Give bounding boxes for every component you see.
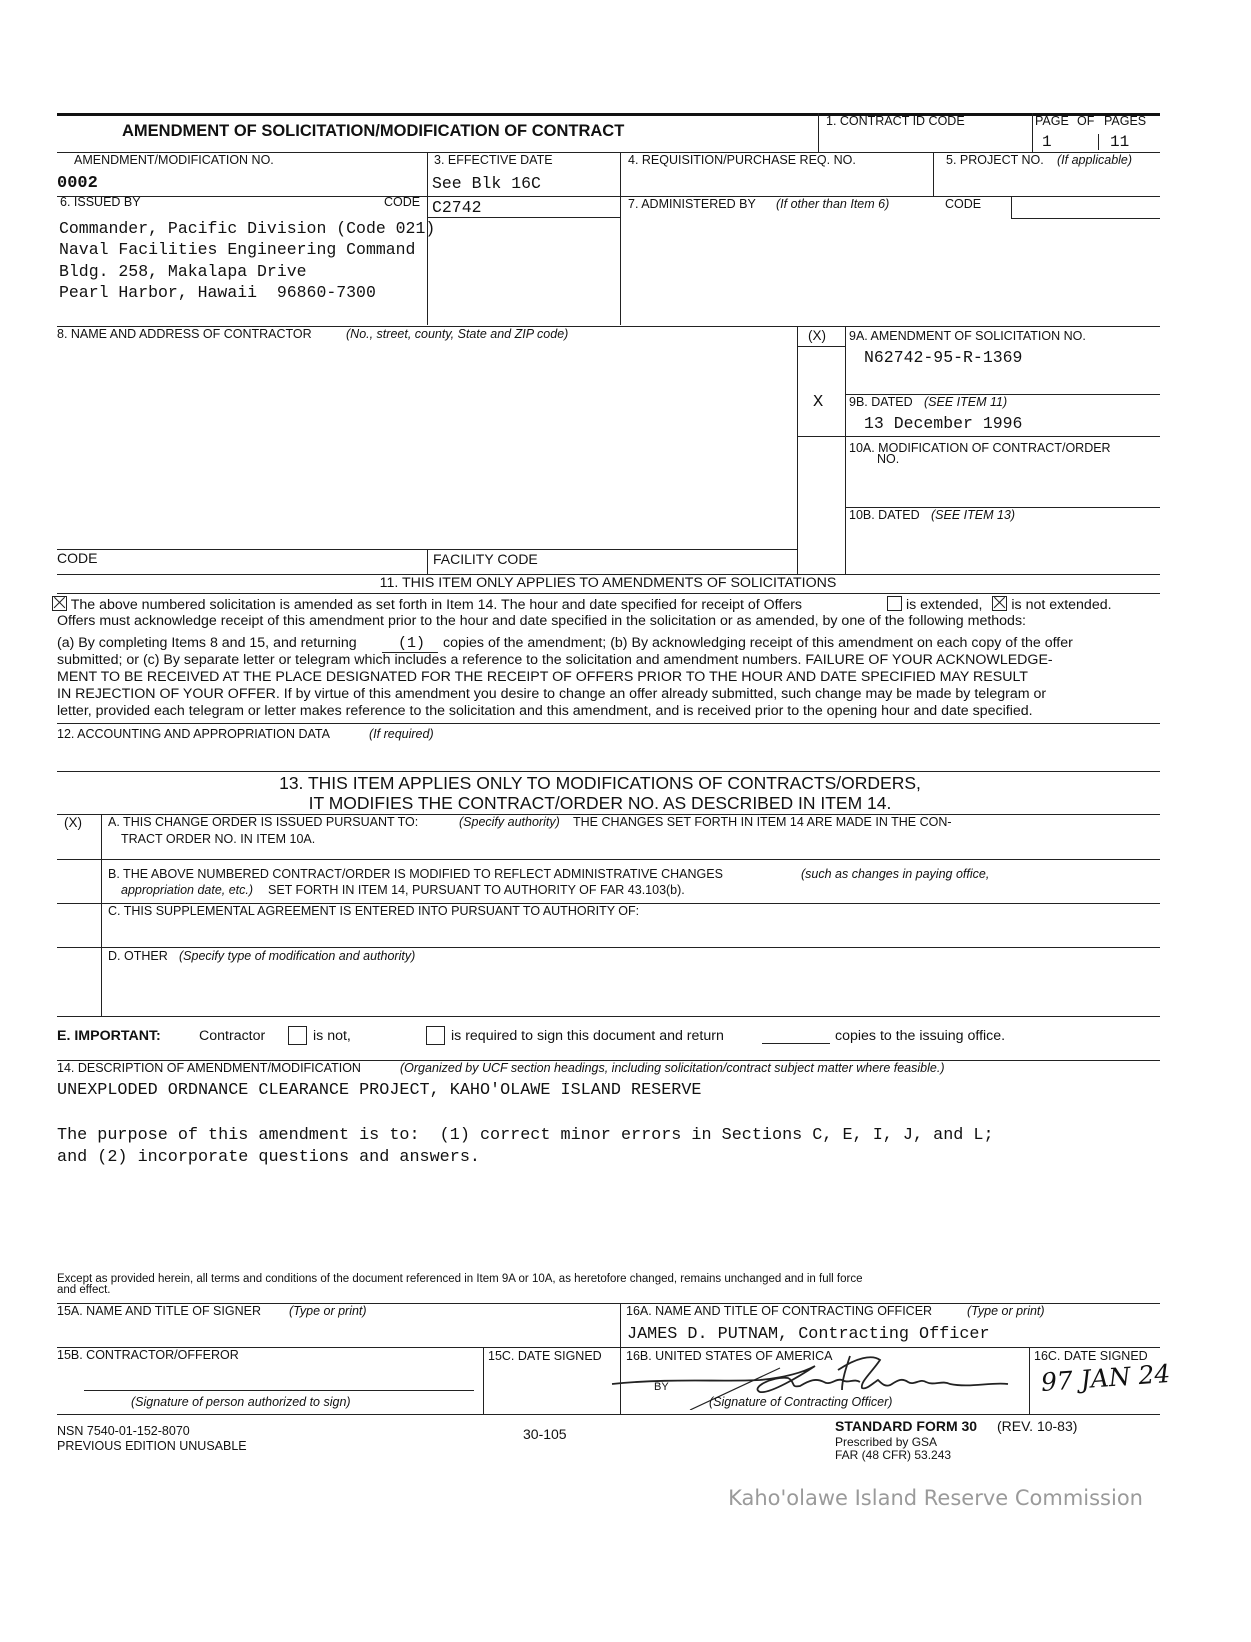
divider: [1011, 196, 1012, 218]
signer-16b-sig-caption: (Signature of Contracting Officer): [709, 1395, 893, 1409]
administered-code-label: CODE: [945, 197, 982, 211]
item-9b-label: 9B. DATED: [849, 395, 913, 409]
except-line-1: Except as provided herein, all terms and conditions of the document referenced in Item 9A or 10A, as heretofore changed, remains unchanged and in full force: [57, 1273, 863, 1285]
rule: [57, 593, 1160, 594]
issued-by-label: 6. ISSUED BY: [60, 195, 141, 209]
item-13-header-1: 13. THIS ITEM APPLIES ONLY TO MODIFICATIONS OF CONTRACTS/ORDERS,: [279, 773, 921, 793]
footer-prescribed: Prescribed by GSA: [835, 1435, 938, 1449]
rule: [797, 436, 1160, 437]
item-11-line-7: letter, provided each telegram or letter makes reference to the solicitation and this amendment, and is received prior to the opening hour and date specified.: [57, 703, 1033, 719]
divider: [1029, 1347, 1030, 1415]
item-14-purpose-2: and (2) incorporate questions and answers.: [57, 1148, 480, 1167]
divider: [427, 549, 428, 574]
item-12-label: 12. ACCOUNTING AND APPROPRIATION DATA: [57, 727, 330, 741]
footer-far: FAR (48 CFR) 53.243: [835, 1448, 952, 1462]
project-note: (If applicable): [1057, 153, 1133, 167]
rule: [427, 217, 620, 218]
signer-16a-value: JAMES D. PUTNAM, Contracting Officer: [627, 1325, 990, 1344]
important-label: E. IMPORTANT:: [57, 1028, 161, 1044]
item-13d-note: (Specify type of modification and authority): [179, 949, 416, 963]
by-label: BY: [654, 1381, 669, 1393]
pages-label: PAGES: [1104, 114, 1147, 128]
administered-note: (If other than Item 6): [776, 197, 890, 211]
divider: [101, 814, 102, 1016]
signer-15b-sig-caption: (Signature of person authorized to sign): [131, 1395, 351, 1409]
footer-previous-edition: PREVIOUS EDITION UNUSABLE: [57, 1439, 247, 1453]
item-14-note: (Organized by UCF section headings, including solicitation/contract subject matter where feasible.): [400, 1061, 945, 1075]
signer-15b-label: 15B. CONTRACTOR/OFFEROR: [57, 1348, 239, 1362]
item-13b-line-2a: appropriation date, etc.): [121, 883, 254, 897]
signature-line-15b[interactable]: [84, 1390, 474, 1391]
item-14-label: 14. DESCRIPTION OF AMENDMENT/MODIFICATION: [57, 1061, 361, 1075]
item-10a-label: 10A. MODIFICATION OF CONTRACT/ORDER: [849, 441, 1111, 455]
signer-16c-label: 16C. DATE SIGNED: [1034, 1349, 1148, 1363]
rule: [57, 771, 1160, 772]
administered-label: 7. ADMINISTERED BY: [628, 197, 756, 211]
form-title: AMENDMENT OF SOLICITATION/MODIFICATION OF CONTRACT: [122, 122, 625, 140]
except-line-2: and effect.: [57, 1284, 111, 1296]
amendment-value: 0002: [57, 174, 98, 193]
important-copies: copies to the issuing office.: [835, 1028, 1006, 1044]
item-13a-note: (Specify authority): [459, 815, 560, 829]
item-13a-line-1: A. THIS CHANGE ORDER IS ISSUED PURSUANT TO:: [108, 815, 419, 829]
issued-address-3: Bldg. 258, Makalapa Drive: [59, 262, 307, 281]
rule: [57, 947, 1160, 948]
issued-code-label: CODE: [384, 195, 421, 209]
divider: [933, 152, 934, 196]
item-13c-line: C. THIS SUPPLEMENTAL AGREEMENT IS ENTERED INTO PURSUANT TO AUTHORITY OF:: [108, 904, 640, 918]
rule: [57, 1016, 1160, 1017]
signature-stroke: [612, 1356, 1008, 1392]
item-13b-line-2b: SET FORTH IN ITEM 14, PURSUANT TO AUTHORITY OF FAR 43.103(b).: [268, 883, 685, 897]
effective-date-value: See Blk 16C: [432, 174, 541, 193]
important-is-not: is not,: [313, 1028, 351, 1044]
top-rule: [57, 113, 1160, 116]
is-not-checkbox[interactable]: [288, 1026, 307, 1048]
item-9b-value: 13 December 1996: [864, 414, 1023, 433]
extension-options: is extended, is not extended.: [887, 596, 1112, 615]
divider: [620, 152, 621, 325]
signer-16b-label: 16B. UNITED STATES OF AMERICA: [626, 1349, 833, 1363]
signer-16a-label: 16A. NAME AND TITLE OF CONTRACTING OFFICER: [626, 1304, 933, 1318]
rule: [57, 723, 1160, 724]
item-11-line-2: Offers must acknowledge receipt of this amendment prior to the hour and date specified in the solicitation or as amended, by one of the following methods:: [57, 613, 1026, 629]
signer-15c-label: 15C. DATE SIGNED: [488, 1349, 602, 1363]
is-extended-checkbox[interactable]: [887, 596, 902, 611]
signer-16a-note: (Type or print): [967, 1304, 1045, 1318]
amendment-label: AMENDMENT/MODIFICATION NO.: [74, 153, 274, 167]
item-12-note: (If required): [369, 727, 434, 741]
page-value: 1: [1042, 133, 1052, 151]
contractor-note: (No., street, county, State and ZIP code): [346, 327, 569, 341]
item-11-line-6: IN REJECTION OF YOUR OFFER. If by virtue of this amendment you desire to change an offer already submitted, such change may be made by telegram or: [57, 686, 1047, 702]
issued-address-4: Pearl Harbor, Hawaii 96860-7300: [59, 283, 376, 302]
page-label: PAGE: [1035, 114, 1069, 128]
watermark-text: Kaho'olawe Island Reserve Commission: [728, 1486, 1143, 1510]
contractor-code-label: CODE: [57, 550, 98, 566]
item-10b-label: 10B. DATED: [849, 508, 920, 522]
footer-form-number: 30-105: [523, 1426, 567, 1442]
divider: [1098, 134, 1099, 150]
contract-id-label: 1. CONTRACT ID CODE: [826, 114, 965, 128]
signer-15a-note: (Type or print): [289, 1304, 367, 1318]
rule: [797, 346, 845, 347]
of-label: OF: [1077, 114, 1095, 128]
contractor-label: 8. NAME AND ADDRESS OF CONTRACTOR: [57, 327, 312, 341]
item-9b-note: (SEE ITEM 11): [924, 395, 1008, 409]
requisition-label: 4. REQUISITION/PURCHASE REQ. NO.: [628, 153, 856, 167]
issued-code-value: C2742: [432, 198, 482, 217]
footer-standard-form: STANDARD FORM 30: [835, 1418, 978, 1434]
rule: [57, 859, 1160, 860]
project-label: 5. PROJECT NO.: [946, 153, 1044, 167]
rule: [57, 1414, 1160, 1415]
item-10b-note: (SEE ITEM 13): [931, 508, 1016, 522]
item-11-line-3b: copies of the amendment; (b) By acknowledging receipt of this amendment on each copy of the offer: [443, 635, 1073, 651]
rule: [57, 196, 1160, 197]
item-11-line-3a: (a) By completing Items 8 and 15, and returning: [57, 635, 357, 651]
rule: [1011, 218, 1160, 219]
footer-revision: (REV. 10-83): [997, 1418, 1078, 1434]
item-13a-line-1b: THE CHANGES SET FORTH IN ITEM 14 ARE MADE IN THE CON-: [573, 815, 952, 829]
item-13b-note: (such as changes in paying office,: [801, 867, 990, 881]
x-column-label: (X): [808, 328, 826, 343]
effective-date-label: 3. EFFECTIVE DATE: [434, 153, 553, 167]
is-required-checkbox[interactable]: [426, 1026, 445, 1048]
signer-15a-label: 15A. NAME AND TITLE OF SIGNER: [57, 1304, 261, 1318]
item-10a-label-2: NO.: [877, 452, 900, 466]
important-contractor: Contractor: [199, 1028, 266, 1044]
item-13b-line-1: B. THE ABOVE NUMBERED CONTRACT/ORDER IS MODIFIED TO REFLECT ADMINISTRATIVE CHANGES: [108, 867, 723, 881]
item-9b-x-mark: X: [813, 393, 824, 412]
footer-nsn: NSN 7540-01-152-8070: [57, 1424, 190, 1438]
item-13-x-label: (X): [64, 815, 82, 830]
item-14-purpose-1: The purpose of this amendment is to: (1) correct minor errors in Sections C, E, I, J, and L;: [57, 1126, 994, 1145]
item-11-line-5: MENT TO BE RECEIVED AT THE PLACE DESIGNATED FOR THE RECEIPT OF OFFERS PRIOR TO THE HOUR AND DATE SPECIFIED MAY RESULT: [57, 669, 1028, 685]
item-9a-label: 9A. AMENDMENT OF SOLICITATION NO.: [849, 329, 1086, 343]
issued-address-2: Naval Facilities Engineering Command: [59, 240, 416, 259]
item-13d-line: D. OTHER: [108, 949, 168, 963]
item-9a-value: N62742-95-R-1369: [864, 348, 1023, 367]
item-14-title: UNEXPLODED ORDNANCE CLEARANCE PROJECT, KAHO'OLAWE ISLAND RESERVE: [57, 1081, 702, 1100]
divider: [483, 1347, 484, 1415]
item-11-line-1: The above numbered solicitation is amended as set forth in Item 14. The hour and date specified for receipt of Offers: [52, 596, 802, 615]
divider: [797, 326, 798, 574]
copies-value: (1): [398, 635, 426, 652]
divider: [818, 113, 819, 153]
is-not-extended-checkbox[interactable]: [992, 596, 1007, 611]
pages-value: 11: [1110, 133, 1130, 151]
item-11-header: 11. THIS ITEM ONLY APPLIES TO AMENDMENTS OF SOLICITATIONS: [379, 575, 837, 591]
facility-code-label: FACILITY CODE: [433, 551, 538, 567]
divider: [427, 152, 428, 325]
signer-16c-value: 97 JAN 24: [1040, 1358, 1172, 1397]
item-13a-line-2: TRACT ORDER NO. IN ITEM 10A.: [121, 832, 316, 846]
item-11-line-4: submitted; or (c) By separate letter or telegram which includes a reference to the solicitation and amendment numbers. FAILURE OF YOUR ACKNOWLEDGE-: [57, 652, 1053, 668]
divider: [1032, 113, 1033, 153]
divider: [845, 326, 846, 574]
copies-blank[interactable]: [762, 1043, 830, 1044]
item-13-header-2: IT MODIFIES THE CONTRACT/ORDER NO. AS DESCRIBED IN ITEM 14.: [308, 793, 892, 813]
issued-address-1: Commander, Pacific Division (Code 021): [59, 219, 436, 238]
solicitation-amended-checkbox[interactable]: [52, 596, 67, 611]
important-is-required: is required to sign this document and return: [451, 1028, 724, 1044]
